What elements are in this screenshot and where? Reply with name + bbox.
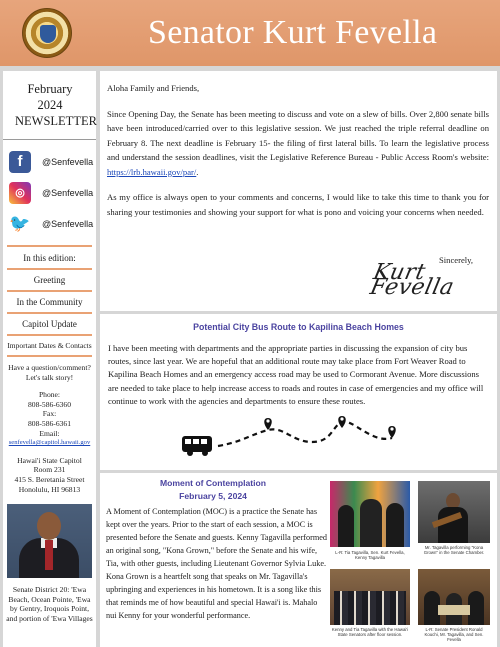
map-pin-icon (338, 416, 346, 428)
photo-senators (330, 569, 410, 625)
edition-heading: In this edition: (23, 253, 76, 263)
photo-caption: Kenny and Tia Tagavilla with the Hawai'i State Senators after floor session. (331, 627, 409, 638)
map-pin-icon (264, 418, 272, 430)
section-body: I have been meeting with departments and the appropriate parties in discussing the expansion of city bus routes, since last year. We are hopeful that an additional route may take place from Fort Weaver Road to Kapilina Beach Homes and an emergency access road may be used to Cormorant Avenue. More discussions are needed to take place to help increase access to roads and routes in case of emergencies and my office will continue to work with the agencies and departments to ensure these routes. (108, 343, 484, 406)
edition-item-greeting[interactable]: Greeting (7, 268, 92, 290)
sidebar (3, 71, 96, 647)
email-label: Email: (39, 428, 60, 438)
photo-performer (418, 481, 490, 543)
section-title: Potential City Bus Route to Kapilina Beach Homes (193, 322, 404, 332)
address-line: 415 S. Beretania Street (14, 474, 85, 484)
bus-route-graphic (182, 412, 412, 462)
section-title: Moment of Contemplation February 5, 2024 (100, 477, 326, 503)
social-twitter[interactable] (3, 208, 96, 239)
signature: Kurt Fevella (367, 260, 457, 300)
newsletter-title: February 2024 NEWSLETTER (15, 82, 97, 128)
email-link[interactable]: senfevella@capitol.hawaii.gov (8, 439, 91, 447)
state-seal-icon (22, 8, 72, 58)
page-title: Senator Kurt Fevella (148, 14, 438, 51)
letter-closing: Sincerely, (439, 255, 474, 265)
photo-caption: L-R: Tia Tagavilla, Sen. Kurt Fevella, Kenny Tagavilla (335, 550, 405, 561)
photo-caption: Mr. Tagavilla performing "Kona Grown" in the Senate Chamber. (423, 545, 485, 556)
contact-block (3, 363, 96, 494)
letter-section (100, 71, 497, 311)
address-line: Honolulu, HI 96813 (18, 484, 81, 494)
photo-caption: L-R: Senate President Ronald Kouchi, Mr. Tagavilla, and Sen. Fevella (424, 627, 484, 643)
twitter-icon[interactable]: 🐦 (9, 213, 31, 233)
social-facebook[interactable] (3, 146, 96, 177)
address-line: Room 231 (33, 465, 66, 475)
fax-label: Fax: (42, 409, 57, 419)
letter-paragraph: Since Opening Day, the Senate has been meeting to discuss and vote on a slew of bills. Over 2,800 senate bills have been introduced/carried over to this legislative session. We just reached the triple referral deadline on February 8. The next deadline is February 15- the filing of first lateral bills. To learn the legislative process and understand the session deadlines, visit the Legislative Reference Bureau - Public Access Room's website: https://lrb.hawaii.gov/par/. (107, 108, 489, 177)
instagram-handle[interactable]: @Senfevella (42, 187, 94, 198)
divider (7, 355, 92, 357)
photo-group (330, 481, 410, 547)
facebook-icon[interactable]: f (9, 151, 31, 173)
question-text: Have a question/comment? Let's talk story! (8, 363, 91, 382)
letter-greeting: Aloha Family and Friends, (107, 83, 200, 93)
edition-item-community[interactable]: In the Community (7, 290, 92, 312)
letter-paragraph: As my office is always open to your comments and concerns, I would like to take this time to thank you for sharing your testimonies and showing your support for what is pono and voicing your concerns when needed. (107, 192, 489, 217)
address-line: Hawai'i State Capitol (17, 455, 82, 465)
photo-presentation (418, 569, 490, 625)
lrb-link[interactable]: https://lrb.hawaii.gov/par/ (107, 166, 197, 177)
fax-number: 808-586-6361 (27, 418, 72, 428)
edition-item-capitol[interactable]: Capitol Update (7, 312, 92, 334)
header-banner (0, 0, 500, 66)
edition-item-dates[interactable]: Important Dates & Contacts (7, 334, 92, 355)
phone-number: 808-586-6360 (27, 399, 72, 409)
map-pin-icon (388, 426, 396, 438)
moc-section (100, 473, 497, 647)
facebook-handle[interactable]: @Senfevella (42, 156, 94, 167)
senator-portrait (7, 504, 92, 578)
social-instagram[interactable] (3, 177, 96, 208)
district-text: Senate District 20: 'Ewa Beach, Ocean Pointe, 'Ewa by Gentry, Iroquois Point, and portion of 'Ewa Villages (6, 585, 93, 623)
bus-route-section (100, 314, 497, 470)
bus-icon (182, 436, 212, 456)
divider (3, 139, 96, 140)
section-date: February 5, 2024 (179, 491, 247, 501)
phone-label: Phone: (38, 390, 61, 400)
twitter-handle[interactable]: @Senfevella (42, 218, 94, 229)
section-body: A Moment of Contemplation (MOC) is a practice the Senate has kept over the years. Prior to the start of each session, a MOC is presented before the Senate and guests. Kenny Tagavilla performed an original song, "Kona Grown," before the Senate and his wife, Tia, with other guests, including Lieutenant Governor Sylvia Luke. Kona Grown is a heartfelt song that speaks on Mr. Tagavilla's upbringing and experiences in his hometown. It is a song like this that reminds me of how beautiful and special Hawai'i is. Mahalo nui Kenny for your wonderful performance. (106, 507, 327, 620)
instagram-icon[interactable]: ◎ (9, 182, 31, 204)
